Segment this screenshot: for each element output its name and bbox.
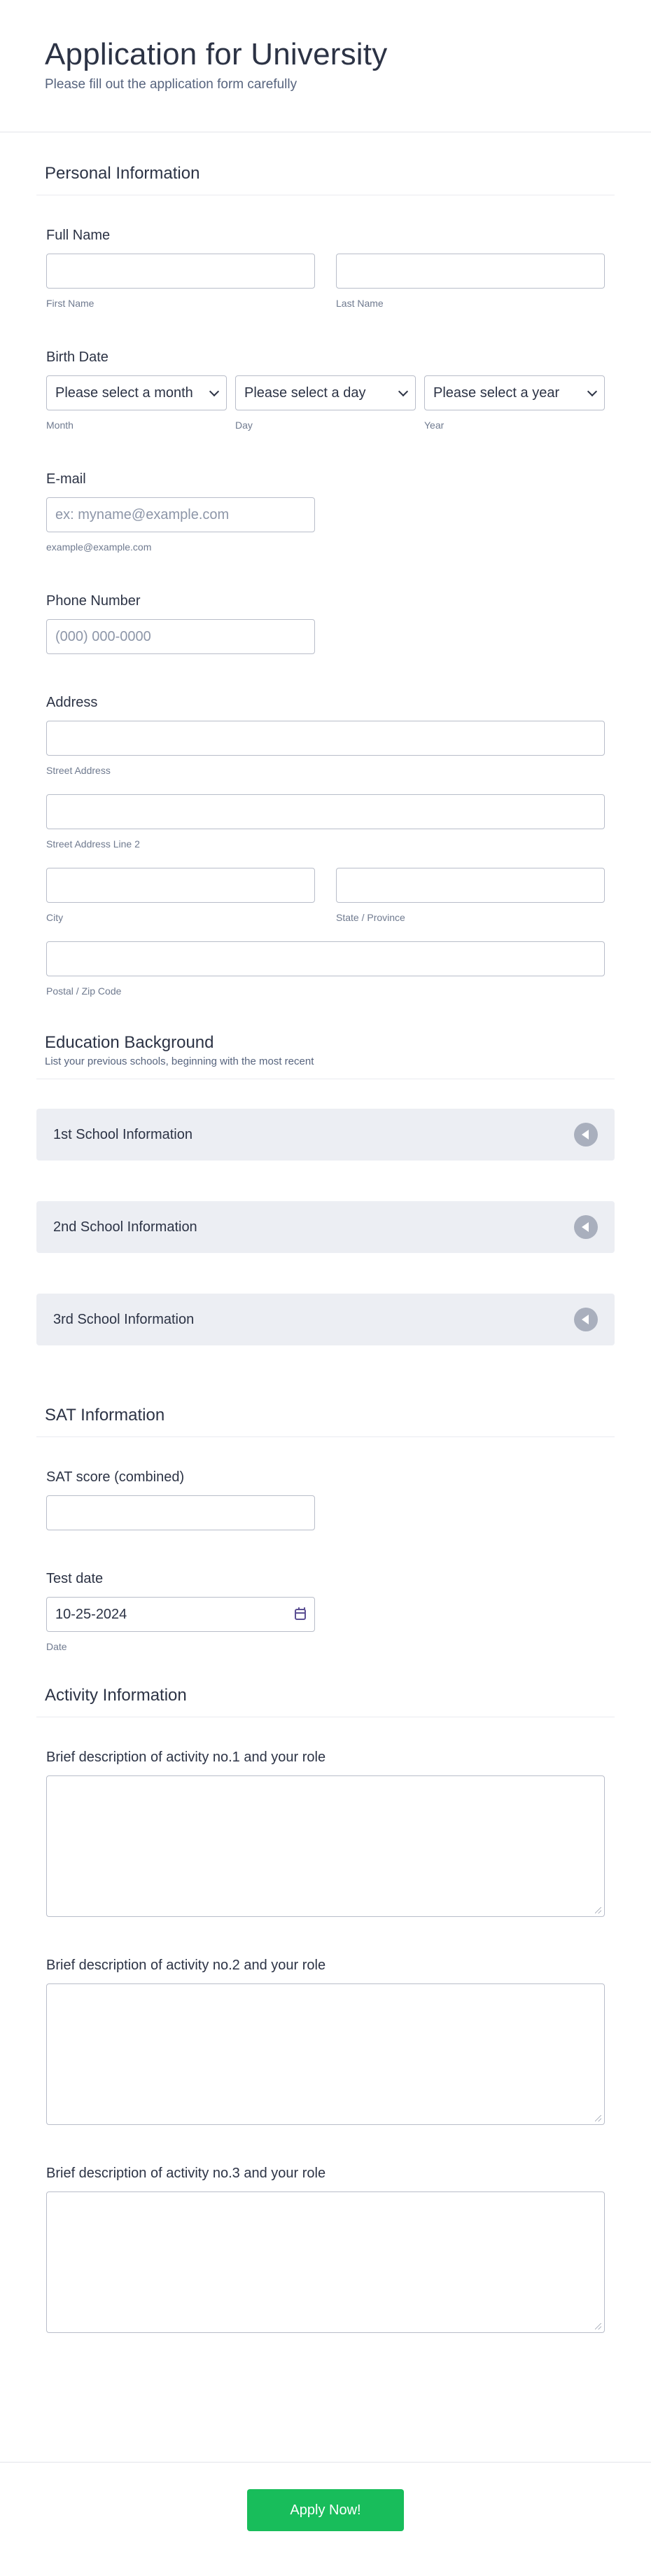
day-select-value: Please select a day <box>244 385 366 401</box>
school-1-collapse[interactable] <box>36 1109 615 1161</box>
form-header <box>0 0 651 132</box>
test-date-sublabel: Date <box>46 1641 67 1652</box>
activity-2-label: Brief description of activity no.2 and your role <box>46 1958 326 1973</box>
street-address-2-sublabel: Street Address Line 2 <box>46 838 140 850</box>
resize-handle-icon[interactable] <box>595 2115 601 2121</box>
email-sublabel: example@example.com <box>46 541 152 553</box>
test-date-field <box>36 1571 615 1652</box>
city-sublabel: City <box>46 912 64 923</box>
section-sat-information <box>36 1345 615 1437</box>
test-date-label: Test date <box>46 1571 104 1586</box>
school-2-title: 2nd School Information <box>53 1219 197 1235</box>
birth-date-label: Birth Date <box>46 349 108 365</box>
year-select-value: Please select a year <box>433 385 560 401</box>
street-address-sublabel: Street Address <box>46 765 111 776</box>
state-input[interactable] <box>336 868 605 903</box>
section-title: SAT Information <box>45 1406 165 1425</box>
apply-now-button[interactable]: Apply Now! <box>247 2489 404 2531</box>
first-name-sublabel: First Name <box>46 298 94 309</box>
address-label: Address <box>46 695 98 710</box>
school-2-collapse[interactable] <box>36 1201 615 1253</box>
address-field <box>36 695 615 997</box>
phone-field <box>36 593 615 654</box>
zip-sublabel: Postal / Zip Code <box>46 985 122 997</box>
month-select-value: Please select a month <box>55 385 193 401</box>
sat-score-input[interactable] <box>46 1495 315 1530</box>
last-name-sublabel: Last Name <box>336 298 384 309</box>
test-date-value: 10-25-2024 <box>55 1606 127 1622</box>
phone-input[interactable]: (000) 000-0000 <box>46 619 315 654</box>
full-name-field <box>36 228 615 309</box>
section-personal-information <box>36 132 615 195</box>
activity-1-field <box>36 1750 615 1917</box>
last-name-input[interactable] <box>336 254 605 289</box>
section-activity-information <box>36 1652 615 1717</box>
day-sublabel: Day <box>235 420 253 431</box>
full-name-label: Full Name <box>46 228 111 243</box>
chevron-down-icon <box>209 386 219 396</box>
phone-label: Phone Number <box>46 593 141 609</box>
email-input[interactable]: ex: myname@example.com <box>46 497 315 532</box>
collapse-arrow-icon[interactable] <box>574 1308 598 1331</box>
section-subtitle: List your previous schools, beginning with the most recent <box>45 1055 314 1067</box>
section-title: Education Background <box>45 1033 214 1052</box>
school-list <box>36 1109 615 1345</box>
form-content <box>0 132 651 2333</box>
form-footer <box>0 2462 651 2576</box>
school-3-title: 3rd School Information <box>53 1311 195 1327</box>
sat-score-field <box>36 1469 615 1530</box>
first-name-input[interactable] <box>46 254 315 289</box>
month-select[interactable] <box>46 375 227 410</box>
email-field <box>36 471 615 553</box>
activity-3-textarea[interactable] <box>46 2191 605 2333</box>
activity-3-label: Brief description of activity no.3 and your role <box>46 2166 326 2181</box>
street-address-input[interactable] <box>46 721 605 756</box>
school-1-title: 1st School Information <box>53 1126 192 1142</box>
page-subtitle: Please fill out the application form carefully <box>45 77 298 92</box>
birth-date-field <box>36 349 615 431</box>
resize-handle-icon[interactable] <box>595 2323 601 2329</box>
city-input[interactable] <box>46 868 315 903</box>
activity-3-field <box>36 2166 615 2333</box>
resize-handle-icon[interactable] <box>595 1907 601 1913</box>
activity-2-field <box>36 1958 615 2125</box>
school-3-collapse[interactable] <box>36 1294 615 1345</box>
calendar-icon[interactable] <box>295 1609 306 1620</box>
activity-1-label: Brief description of activity no.1 and your role <box>46 1750 326 1765</box>
zip-input[interactable] <box>46 941 605 976</box>
page-title: Application for University <box>45 37 388 71</box>
year-select[interactable] <box>424 375 605 410</box>
activity-1-textarea[interactable] <box>46 1775 605 1917</box>
state-sublabel: State / Province <box>336 912 405 923</box>
email-label: E-mail <box>46 471 86 487</box>
sat-score-label: SAT score (combined) <box>46 1469 185 1485</box>
street-address-2-input[interactable] <box>46 794 605 829</box>
chevron-down-icon <box>587 386 597 396</box>
collapse-arrow-icon[interactable] <box>574 1123 598 1147</box>
month-sublabel: Month <box>46 420 74 431</box>
year-sublabel: Year <box>424 420 444 431</box>
chevron-down-icon <box>398 386 408 396</box>
section-title: Activity Information <box>45 1686 187 1705</box>
collapse-arrow-icon[interactable] <box>574 1215 598 1239</box>
section-title: Personal Information <box>45 164 200 183</box>
activity-2-textarea[interactable] <box>46 1983 605 2125</box>
day-select[interactable] <box>235 375 416 410</box>
section-education-background <box>36 997 615 1079</box>
test-date-input[interactable] <box>46 1597 315 1632</box>
